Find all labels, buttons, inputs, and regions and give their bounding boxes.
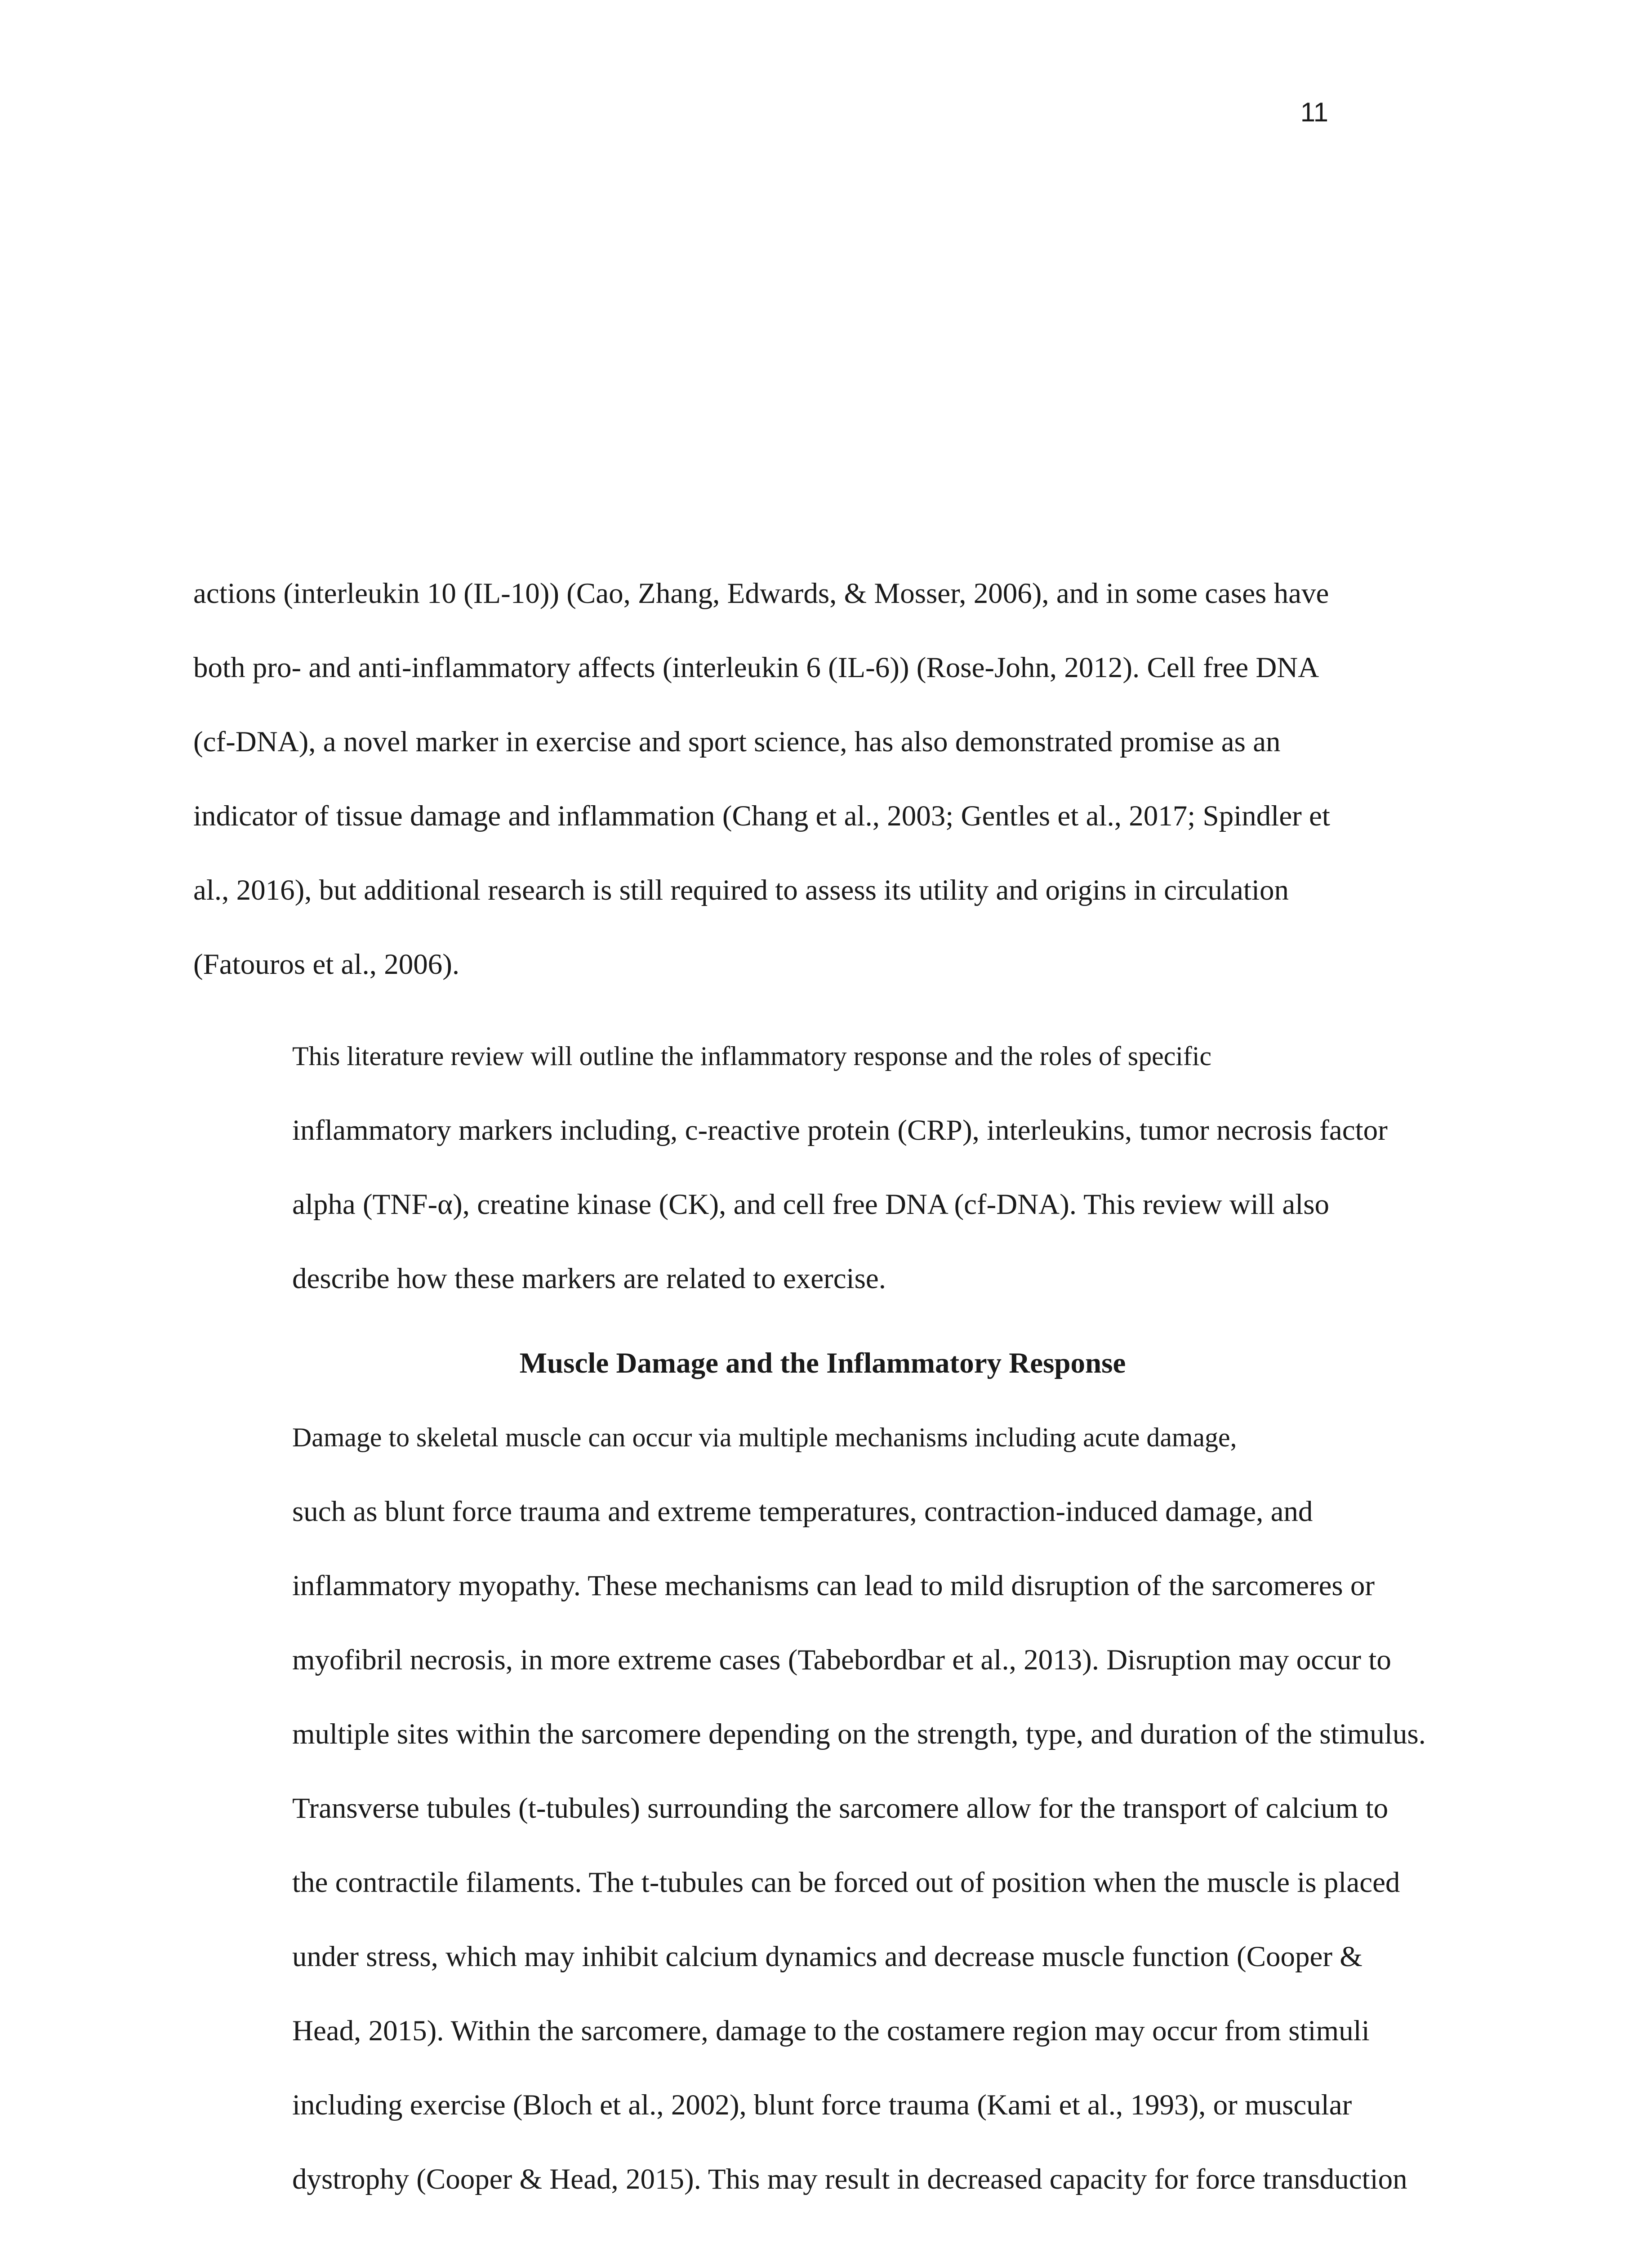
body-paragraph [193,1019,1452,1316]
body-text [193,557,1452,2217]
text-line: multiple sites within the sarcomere depending on the strength, type, and duration of the stimulus. [292,1718,1426,1750]
text-line: such as blunt force trauma and extreme temperatures, contraction-induced damage, and [292,1495,1313,1528]
text-line: Damage to skeletal muscle can occur via multiple mechanisms including acute damage, [292,1423,1237,1452]
text-line: describe how these markers are related to exercise. [292,1262,886,1295]
text-line: under stress, which may inhibit calcium dynamics and decrease muscle function (Cooper & [292,1940,1363,1973]
text-line: al., 2016), but additional research is still required to assess its utility and origins in circulation [193,874,1289,906]
text-line: (cf-DNA), a novel marker in exercise and sport science, has also demonstrated promise as an [193,726,1281,758]
text-line: This literature review will outline the inflammatory response and the roles of specific [292,1041,1212,1071]
text-line: including exercise (Bloch et al., 2002), blunt force trauma (Kami et al., 1993), or muscular [292,2089,1352,2121]
text-line: the contractile filaments. The t-tubules can be forced out of position when the muscle is placed [292,1866,1400,1899]
text-line: indicator of tissue damage and inflammation (Chang et al., 2003; Gentles et al., 2017; Spindler et [193,800,1330,832]
text-line: (Fatouros et al., 2006). [193,948,460,981]
text-line: actions (interleukin 10 (IL-10)) (Cao, Zhang, Edwards, & Mosser, 2006), and in some cases have [193,577,1329,610]
body-paragraph [193,1401,1452,2217]
text-line: dystrophy (Cooper & Head, 2015). This may result in decreased capacity for force transduction [292,2163,1407,2195]
text-line: Transverse tubules (t-tubules) surrounding the sarcomere allow for the transport of calcium to [292,1792,1389,1824]
text-line: myofibril necrosis, in more extreme cases (Tabebordbar et al., 2013). Disruption may occur to [292,1644,1391,1676]
body-paragraph [193,557,1452,1002]
section-heading: Muscle Damage and the Inflammatory Response [519,1347,1126,1379]
page-number: 11 [1300,97,1328,127]
text-line: both pro- and anti-inflammatory affects (interleukin 6 (IL-6)) (Rose-John, 2012). Cell free DNA [193,651,1319,684]
text-line: inflammatory myopathy. These mechanisms can lead to mild disruption of the sarcomeres or [292,1570,1375,1602]
text-line: alpha (TNF-α), creatine kinase (CK), and cell free DNA (cf-DNA). This review will also [292,1188,1330,1221]
text-line: Head, 2015). Within the sarcomere, damage to the costamere region may occur from stimuli [292,2015,1370,2047]
text-line: inflammatory markers including, c-reactive protein (CRP), interleukins, tumor necrosis factor [292,1114,1388,1146]
